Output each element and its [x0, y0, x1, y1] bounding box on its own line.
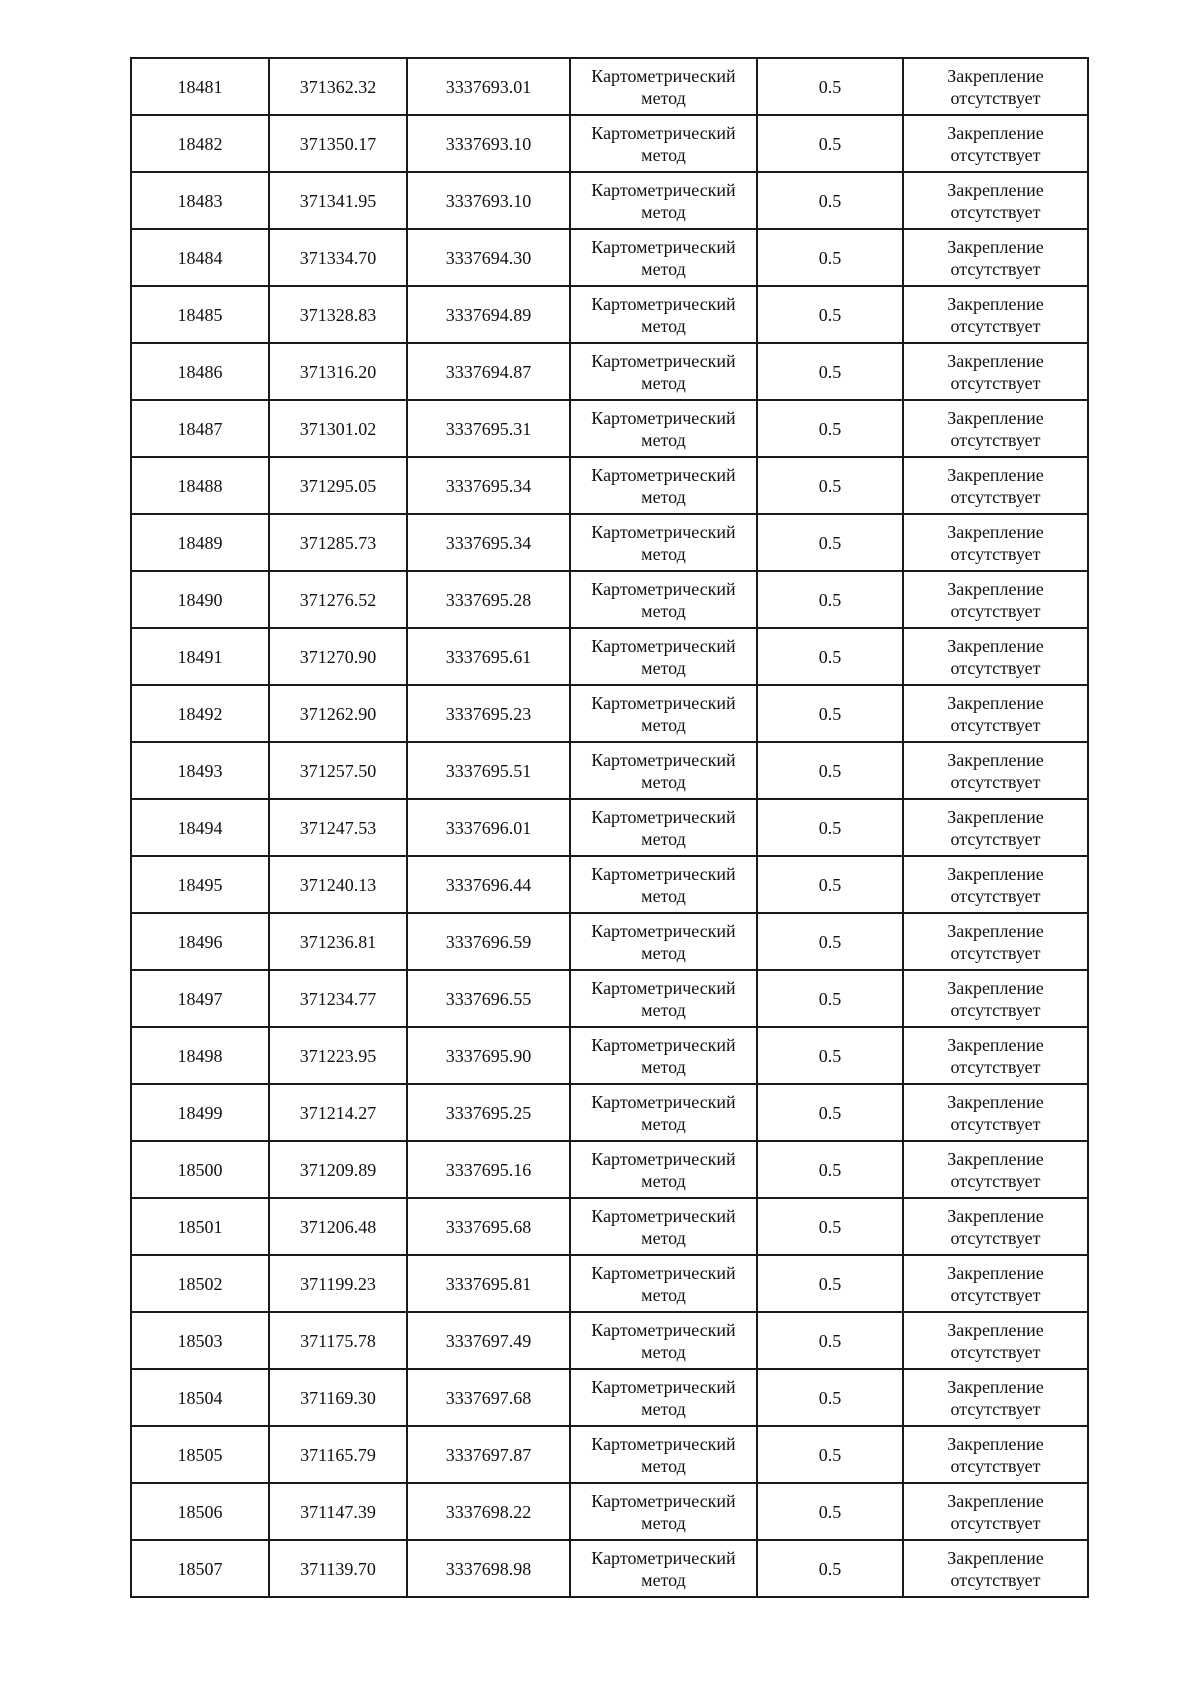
y-coordinate-cell: 3337694.30 [407, 229, 570, 286]
y-coordinate-cell: 3337695.68 [407, 1198, 570, 1255]
fixation-cell [903, 1198, 1088, 1255]
fixation-line-1: Закрепление [947, 1091, 1044, 1112]
accuracy-cell: 0.5 [757, 457, 903, 514]
accuracy-cell: 0.5 [757, 1198, 903, 1255]
fixation-line-2: отсутствует [950, 1170, 1041, 1191]
point-number-cell: 18494 [131, 799, 269, 856]
fixation-line-2: отсутствует [950, 885, 1041, 906]
fixation-line-1: Закрепление [947, 1376, 1044, 1397]
fixation-cell [903, 1312, 1088, 1369]
fixation-line-1: Закрепление [947, 578, 1044, 599]
x-coordinate-cell: 371334.70 [269, 229, 407, 286]
table-row [131, 1198, 1088, 1255]
method-line-2: метод [641, 87, 686, 108]
method-cell [570, 58, 757, 115]
fixation-line-2: отсутствует [950, 657, 1041, 678]
x-coordinate-cell: 371295.05 [269, 457, 407, 514]
method-line-1: Картометрический [591, 179, 736, 200]
accuracy-cell: 0.5 [757, 1141, 903, 1198]
method-cell [570, 970, 757, 1027]
method-line-2: метод [641, 714, 686, 735]
method-line-2: метод [641, 942, 686, 963]
method-line-1: Картометрический [591, 293, 736, 314]
fixation-line-1: Закрепление [947, 236, 1044, 257]
fixation-cell [903, 58, 1088, 115]
x-coordinate-cell: 371316.20 [269, 343, 407, 400]
point-number-cell: 18505 [131, 1426, 269, 1483]
fixation-line-2: отсутствует [950, 543, 1041, 564]
coordinates-table [130, 57, 1089, 1598]
method-line-1: Картометрический [591, 1034, 736, 1055]
y-coordinate-cell: 3337693.01 [407, 58, 570, 115]
table-row [131, 1255, 1088, 1312]
fixation-line-2: отсутствует [950, 1398, 1041, 1419]
y-coordinate-cell: 3337697.49 [407, 1312, 570, 1369]
method-cell [570, 856, 757, 913]
y-coordinate-cell: 3337698.22 [407, 1483, 570, 1540]
method-line-2: метод [641, 600, 686, 621]
y-coordinate-cell: 3337696.59 [407, 913, 570, 970]
x-coordinate-cell: 371270.90 [269, 628, 407, 685]
table-row [131, 1084, 1088, 1141]
table-row [131, 1540, 1088, 1597]
method-line-2: метод [641, 885, 686, 906]
method-line-1: Картометрический [591, 407, 736, 428]
table-row [131, 229, 1088, 286]
method-line-2: метод [641, 999, 686, 1020]
method-line-1: Картометрический [591, 1319, 736, 1340]
table-row [131, 970, 1088, 1027]
accuracy-cell: 0.5 [757, 1540, 903, 1597]
fixation-line-2: отсутствует [950, 429, 1041, 450]
method-line-2: метод [641, 657, 686, 678]
method-line-1: Картометрический [591, 521, 736, 542]
method-cell [570, 343, 757, 400]
x-coordinate-cell: 371262.90 [269, 685, 407, 742]
y-coordinate-cell: 3337695.34 [407, 457, 570, 514]
fixation-cell [903, 1084, 1088, 1141]
accuracy-cell: 0.5 [757, 1255, 903, 1312]
y-coordinate-cell: 3337694.87 [407, 343, 570, 400]
y-coordinate-cell: 3337696.44 [407, 856, 570, 913]
x-coordinate-cell: 371209.89 [269, 1141, 407, 1198]
fixation-line-2: отсутствует [950, 1569, 1041, 1590]
accuracy-cell: 0.5 [757, 172, 903, 229]
fixation-cell [903, 913, 1088, 970]
point-number-cell: 18498 [131, 1027, 269, 1084]
point-number-cell: 18507 [131, 1540, 269, 1597]
x-coordinate-cell: 371341.95 [269, 172, 407, 229]
coordinates-table-body [131, 58, 1088, 1597]
fixation-line-1: Закрепление [947, 179, 1044, 200]
fixation-line-2: отсутствует [950, 771, 1041, 792]
point-number-cell: 18488 [131, 457, 269, 514]
accuracy-cell: 0.5 [757, 1312, 903, 1369]
table-row [131, 1369, 1088, 1426]
method-line-2: метод [641, 828, 686, 849]
fixation-line-2: отсутствует [950, 258, 1041, 279]
point-number-cell: 18489 [131, 514, 269, 571]
y-coordinate-cell: 3337694.89 [407, 286, 570, 343]
method-line-1: Картометрический [591, 806, 736, 827]
method-line-1: Картометрический [591, 1262, 736, 1283]
method-cell [570, 1426, 757, 1483]
method-line-1: Картометрический [591, 65, 736, 86]
method-line-1: Картометрический [591, 122, 736, 143]
table-row [131, 799, 1088, 856]
accuracy-cell: 0.5 [757, 343, 903, 400]
fixation-cell [903, 1369, 1088, 1426]
fixation-line-1: Закрепление [947, 65, 1044, 86]
method-cell [570, 1255, 757, 1312]
x-coordinate-cell: 371236.81 [269, 913, 407, 970]
x-coordinate-cell: 371328.83 [269, 286, 407, 343]
table-row [131, 856, 1088, 913]
fixation-line-1: Закрепление [947, 122, 1044, 143]
method-cell [570, 1084, 757, 1141]
accuracy-cell: 0.5 [757, 685, 903, 742]
point-number-cell: 18495 [131, 856, 269, 913]
method-line-2: метод [641, 1056, 686, 1077]
point-number-cell: 18503 [131, 1312, 269, 1369]
y-coordinate-cell: 3337693.10 [407, 115, 570, 172]
x-coordinate-cell: 371257.50 [269, 742, 407, 799]
fixation-line-1: Закрепление [947, 863, 1044, 884]
point-number-cell: 18501 [131, 1198, 269, 1255]
fixation-line-2: отсутствует [950, 1512, 1041, 1533]
point-number-cell: 18506 [131, 1483, 269, 1540]
table-row [131, 457, 1088, 514]
y-coordinate-cell: 3337695.90 [407, 1027, 570, 1084]
fixation-cell [903, 856, 1088, 913]
fixation-cell [903, 628, 1088, 685]
method-line-2: метод [641, 771, 686, 792]
method-cell [570, 172, 757, 229]
method-line-2: метод [641, 486, 686, 507]
accuracy-cell: 0.5 [757, 913, 903, 970]
point-number-cell: 18497 [131, 970, 269, 1027]
method-line-2: метод [641, 1569, 686, 1590]
method-line-2: метод [641, 1512, 686, 1533]
method-cell [570, 571, 757, 628]
method-line-2: метод [641, 315, 686, 336]
y-coordinate-cell: 3337695.28 [407, 571, 570, 628]
method-cell [570, 1312, 757, 1369]
method-cell [570, 685, 757, 742]
fixation-line-2: отсутствует [950, 144, 1041, 165]
fixation-line-2: отсутствует [950, 714, 1041, 735]
accuracy-cell: 0.5 [757, 514, 903, 571]
fixation-cell [903, 970, 1088, 1027]
accuracy-cell: 0.5 [757, 229, 903, 286]
table-row [131, 1426, 1088, 1483]
x-coordinate-cell: 371139.70 [269, 1540, 407, 1597]
accuracy-cell: 0.5 [757, 1084, 903, 1141]
method-line-2: метод [641, 543, 686, 564]
table-row [131, 913, 1088, 970]
fixation-line-1: Закрепление [947, 692, 1044, 713]
table-row [131, 400, 1088, 457]
fixation-line-1: Закрепление [947, 635, 1044, 656]
accuracy-cell: 0.5 [757, 1483, 903, 1540]
x-coordinate-cell: 371147.39 [269, 1483, 407, 1540]
table-row [131, 628, 1088, 685]
method-line-1: Картометрический [591, 578, 736, 599]
fixation-cell [903, 571, 1088, 628]
fixation-line-1: Закрепление [947, 977, 1044, 998]
x-coordinate-cell: 371165.79 [269, 1426, 407, 1483]
fixation-cell [903, 514, 1088, 571]
x-coordinate-cell: 371301.02 [269, 400, 407, 457]
fixation-line-1: Закрепление [947, 1034, 1044, 1055]
point-number-cell: 18491 [131, 628, 269, 685]
point-number-cell: 18486 [131, 343, 269, 400]
fixation-cell [903, 172, 1088, 229]
x-coordinate-cell: 371240.13 [269, 856, 407, 913]
x-coordinate-cell: 371276.52 [269, 571, 407, 628]
point-number-cell: 18493 [131, 742, 269, 799]
fixation-line-1: Закрепление [947, 1319, 1044, 1340]
y-coordinate-cell: 3337695.81 [407, 1255, 570, 1312]
accuracy-cell: 0.5 [757, 115, 903, 172]
y-coordinate-cell: 3337695.51 [407, 742, 570, 799]
method-cell [570, 742, 757, 799]
fixation-line-2: отсутствует [950, 1284, 1041, 1305]
fixation-line-1: Закрепление [947, 920, 1044, 941]
fixation-line-1: Закрепление [947, 1433, 1044, 1454]
method-line-2: метод [641, 201, 686, 222]
method-line-1: Картометрический [591, 350, 736, 371]
method-line-1: Картометрический [591, 692, 736, 713]
method-line-1: Картометрический [591, 1091, 736, 1112]
table-row [131, 58, 1088, 115]
x-coordinate-cell: 371223.95 [269, 1027, 407, 1084]
fixation-cell [903, 286, 1088, 343]
y-coordinate-cell: 3337695.34 [407, 514, 570, 571]
point-number-cell: 18483 [131, 172, 269, 229]
accuracy-cell: 0.5 [757, 58, 903, 115]
method-cell [570, 514, 757, 571]
method-line-2: метод [641, 1113, 686, 1134]
point-number-cell: 18502 [131, 1255, 269, 1312]
fixation-cell [903, 799, 1088, 856]
fixation-line-1: Закрепление [947, 521, 1044, 542]
method-cell [570, 229, 757, 286]
fixation-line-1: Закрепление [947, 1547, 1044, 1568]
fixation-line-2: отсутствует [950, 87, 1041, 108]
fixation-line-2: отсутствует [950, 942, 1041, 963]
fixation-line-2: отсутствует [950, 1341, 1041, 1362]
method-cell [570, 286, 757, 343]
table-row [131, 172, 1088, 229]
fixation-cell [903, 457, 1088, 514]
accuracy-cell: 0.5 [757, 799, 903, 856]
method-cell [570, 115, 757, 172]
method-cell [570, 1141, 757, 1198]
method-line-1: Картометрический [591, 977, 736, 998]
x-coordinate-cell: 371362.32 [269, 58, 407, 115]
method-line-2: метод [641, 1455, 686, 1476]
point-number-cell: 18490 [131, 571, 269, 628]
accuracy-cell: 0.5 [757, 628, 903, 685]
table-row [131, 685, 1088, 742]
fixation-cell [903, 1141, 1088, 1198]
point-number-cell: 18499 [131, 1084, 269, 1141]
accuracy-cell: 0.5 [757, 400, 903, 457]
table-row [131, 1141, 1088, 1198]
accuracy-cell: 0.5 [757, 1027, 903, 1084]
method-line-2: метод [641, 1170, 686, 1191]
accuracy-cell: 0.5 [757, 286, 903, 343]
fixation-cell [903, 343, 1088, 400]
table-row [131, 1483, 1088, 1540]
fixation-line-1: Закрепление [947, 1205, 1044, 1226]
accuracy-cell: 0.5 [757, 1426, 903, 1483]
method-cell [570, 1198, 757, 1255]
method-line-2: метод [641, 429, 686, 450]
fixation-line-1: Закрепление [947, 1148, 1044, 1169]
table-row [131, 742, 1088, 799]
fixation-line-2: отсутствует [950, 372, 1041, 393]
method-cell [570, 799, 757, 856]
fixation-line-2: отсутствует [950, 1227, 1041, 1248]
y-coordinate-cell: 3337697.68 [407, 1369, 570, 1426]
fixation-cell [903, 229, 1088, 286]
method-line-1: Картометрический [591, 1547, 736, 1568]
point-number-cell: 18504 [131, 1369, 269, 1426]
fixation-line-2: отсутствует [950, 486, 1041, 507]
fixation-cell [903, 1540, 1088, 1597]
table-row [131, 571, 1088, 628]
method-line-2: метод [641, 1227, 686, 1248]
fixation-line-1: Закрепление [947, 1490, 1044, 1511]
fixation-cell [903, 1255, 1088, 1312]
accuracy-cell: 0.5 [757, 742, 903, 799]
fixation-line-1: Закрепление [947, 293, 1044, 314]
fixation-cell [903, 685, 1088, 742]
y-coordinate-cell: 3337696.01 [407, 799, 570, 856]
x-coordinate-cell: 371214.27 [269, 1084, 407, 1141]
table-row [131, 1027, 1088, 1084]
method-cell [570, 913, 757, 970]
method-line-2: метод [641, 258, 686, 279]
table-row [131, 514, 1088, 571]
point-number-cell: 18500 [131, 1141, 269, 1198]
fixation-line-2: отсутствует [950, 1056, 1041, 1077]
x-coordinate-cell: 371285.73 [269, 514, 407, 571]
fixation-line-2: отсутствует [950, 600, 1041, 621]
fixation-line-2: отсутствует [950, 315, 1041, 336]
accuracy-cell: 0.5 [757, 970, 903, 1027]
fixation-line-1: Закрепление [947, 749, 1044, 770]
x-coordinate-cell: 371169.30 [269, 1369, 407, 1426]
x-coordinate-cell: 371234.77 [269, 970, 407, 1027]
fixation-line-2: отсутствует [950, 828, 1041, 849]
fixation-line-1: Закрепление [947, 1262, 1044, 1283]
fixation-cell [903, 1027, 1088, 1084]
table-row [131, 286, 1088, 343]
table-row [131, 1312, 1088, 1369]
method-line-1: Картометрический [591, 464, 736, 485]
method-line-2: метод [641, 1398, 686, 1419]
y-coordinate-cell: 3337696.55 [407, 970, 570, 1027]
method-line-1: Картометрический [591, 863, 736, 884]
y-coordinate-cell: 3337695.25 [407, 1084, 570, 1141]
method-cell [570, 1540, 757, 1597]
y-coordinate-cell: 3337695.61 [407, 628, 570, 685]
y-coordinate-cell: 3337695.16 [407, 1141, 570, 1198]
point-number-cell: 18485 [131, 286, 269, 343]
x-coordinate-cell: 371175.78 [269, 1312, 407, 1369]
y-coordinate-cell: 3337693.10 [407, 172, 570, 229]
method-cell [570, 457, 757, 514]
fixation-line-1: Закрепление [947, 407, 1044, 428]
point-number-cell: 18482 [131, 115, 269, 172]
method-line-2: метод [641, 1284, 686, 1305]
method-cell [570, 1027, 757, 1084]
method-line-2: метод [641, 144, 686, 165]
method-line-1: Картометрический [591, 236, 736, 257]
method-line-1: Картометрический [591, 1205, 736, 1226]
method-line-1: Картометрический [591, 635, 736, 656]
point-number-cell: 18484 [131, 229, 269, 286]
accuracy-cell: 0.5 [757, 856, 903, 913]
table-row [131, 115, 1088, 172]
y-coordinate-cell: 3337697.87 [407, 1426, 570, 1483]
fixation-cell [903, 1426, 1088, 1483]
point-number-cell: 18492 [131, 685, 269, 742]
method-line-2: метод [641, 1341, 686, 1362]
fixation-line-2: отсутствует [950, 999, 1041, 1020]
fixation-line-1: Закрепление [947, 350, 1044, 371]
accuracy-cell: 0.5 [757, 1369, 903, 1426]
method-line-1: Картометрический [591, 1433, 736, 1454]
method-line-1: Картометрический [591, 749, 736, 770]
method-line-1: Картометрический [591, 1490, 736, 1511]
fixation-cell [903, 400, 1088, 457]
x-coordinate-cell: 371350.17 [269, 115, 407, 172]
method-cell [570, 628, 757, 685]
fixation-line-1: Закрепление [947, 806, 1044, 827]
fixation-cell [903, 1483, 1088, 1540]
fixation-line-2: отсутствует [950, 201, 1041, 222]
method-line-2: метод [641, 372, 686, 393]
x-coordinate-cell: 371206.48 [269, 1198, 407, 1255]
method-cell [570, 1483, 757, 1540]
point-number-cell: 18487 [131, 400, 269, 457]
fixation-line-2: отсутствует [950, 1113, 1041, 1134]
table-row [131, 343, 1088, 400]
method-cell [570, 400, 757, 457]
method-line-1: Картометрический [591, 1376, 736, 1397]
fixation-line-2: отсутствует [950, 1455, 1041, 1476]
method-line-1: Картометрический [591, 1148, 736, 1169]
method-cell [570, 1369, 757, 1426]
accuracy-cell: 0.5 [757, 571, 903, 628]
fixation-cell [903, 115, 1088, 172]
x-coordinate-cell: 371247.53 [269, 799, 407, 856]
y-coordinate-cell: 3337698.98 [407, 1540, 570, 1597]
point-number-cell: 18481 [131, 58, 269, 115]
y-coordinate-cell: 3337695.31 [407, 400, 570, 457]
fixation-line-1: Закрепление [947, 464, 1044, 485]
y-coordinate-cell: 3337695.23 [407, 685, 570, 742]
fixation-cell [903, 742, 1088, 799]
point-number-cell: 18496 [131, 913, 269, 970]
x-coordinate-cell: 371199.23 [269, 1255, 407, 1312]
method-line-1: Картометрический [591, 920, 736, 941]
